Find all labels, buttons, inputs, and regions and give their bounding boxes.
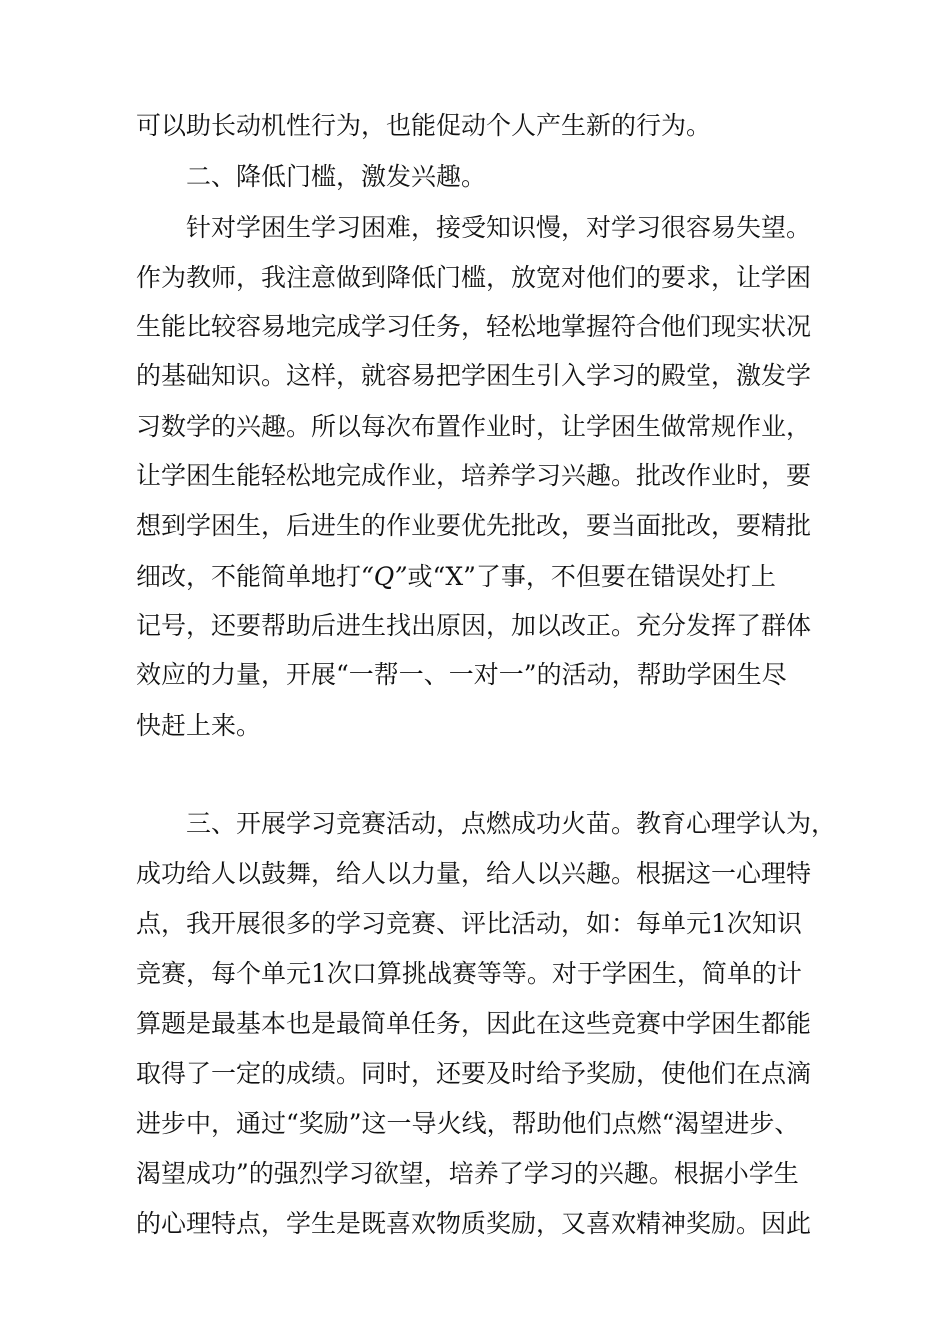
text-line: 进步中，通过“奖励”这一导火线，帮助他们点燃“渴望进步、 [136, 1109, 800, 1138]
text-line: 渴望成功”的强烈学习欲望，培养了学习的兴趣。根据小学生 [136, 1159, 799, 1188]
text-line: 快赶上来。 [136, 711, 262, 740]
text-line: 成功给人以鼓舞，给人以力量，给人以兴趣。根据这一心理特 [136, 859, 812, 888]
quoted-mark-q: “Q” [361, 562, 408, 591]
text-line: 竞赛，每个单元1次口算挑战赛等等。对于学困生，简单的计 [136, 959, 802, 988]
text-line: 的基础知识。这样，就容易把学困生引入学习的殿堂，激发学 [136, 361, 812, 390]
text-line: 点，我开展很多的学习竞赛、评比活动，如：每单元1次知识 [136, 909, 802, 938]
text-line: 想到学困生，后进生的作业要优先批改，要当面批改，要精批 [136, 511, 812, 540]
section-heading: 三、开展学习竞赛活动，点燃成功火苗。教育心理学认为， [186, 809, 836, 838]
text-line: 取得了一定的成绩。同时，还要及时给予奖励，使他们在点滴 [136, 1059, 812, 1088]
text-line [136, 557, 836, 597]
text-line: 算题是最基本也是最简单任务，因此在这些竞赛中学困生都能 [136, 1009, 812, 1038]
text-line: 针对学困生学习困难，接受知识慢，对学习很容易失望。 [186, 213, 812, 242]
text-line: 可以助长动机性行为，也能促动个人产生新的行为。 [136, 111, 712, 140]
text-line: 效应的力量，开展“一帮一、一对一”的活动，帮助学困生尽 [136, 660, 787, 689]
text-line: 让学困生能轻松地完成作业，培养学习兴趣。批改作业时，要 [136, 461, 812, 490]
text-line: 习数学的兴趣。所以每次布置作业时，让学困生做常规作业， [136, 412, 812, 441]
text-line: 生能比较容易地完成学习任务，轻松地掌握符合他们现实状况 [136, 312, 812, 341]
text-line: 记号，还要帮助后进生找出原因，加以改正。充分发挥了群体 [136, 611, 812, 640]
text-segment: 细改，不能简单地打 [136, 562, 362, 591]
text-line: 作为教师，我注意做到降低门槛，放宽对他们的要求，让学困 [136, 263, 812, 292]
text-segment: 或“X”了事，不但要在错误处打上 [407, 562, 776, 591]
section-heading: 二、降低门槛，激发兴趣。 [186, 162, 487, 191]
text-line: 的心理特点，学生是既喜欢物质奖励，又喜欢精神奖励。因此 [136, 1209, 812, 1238]
